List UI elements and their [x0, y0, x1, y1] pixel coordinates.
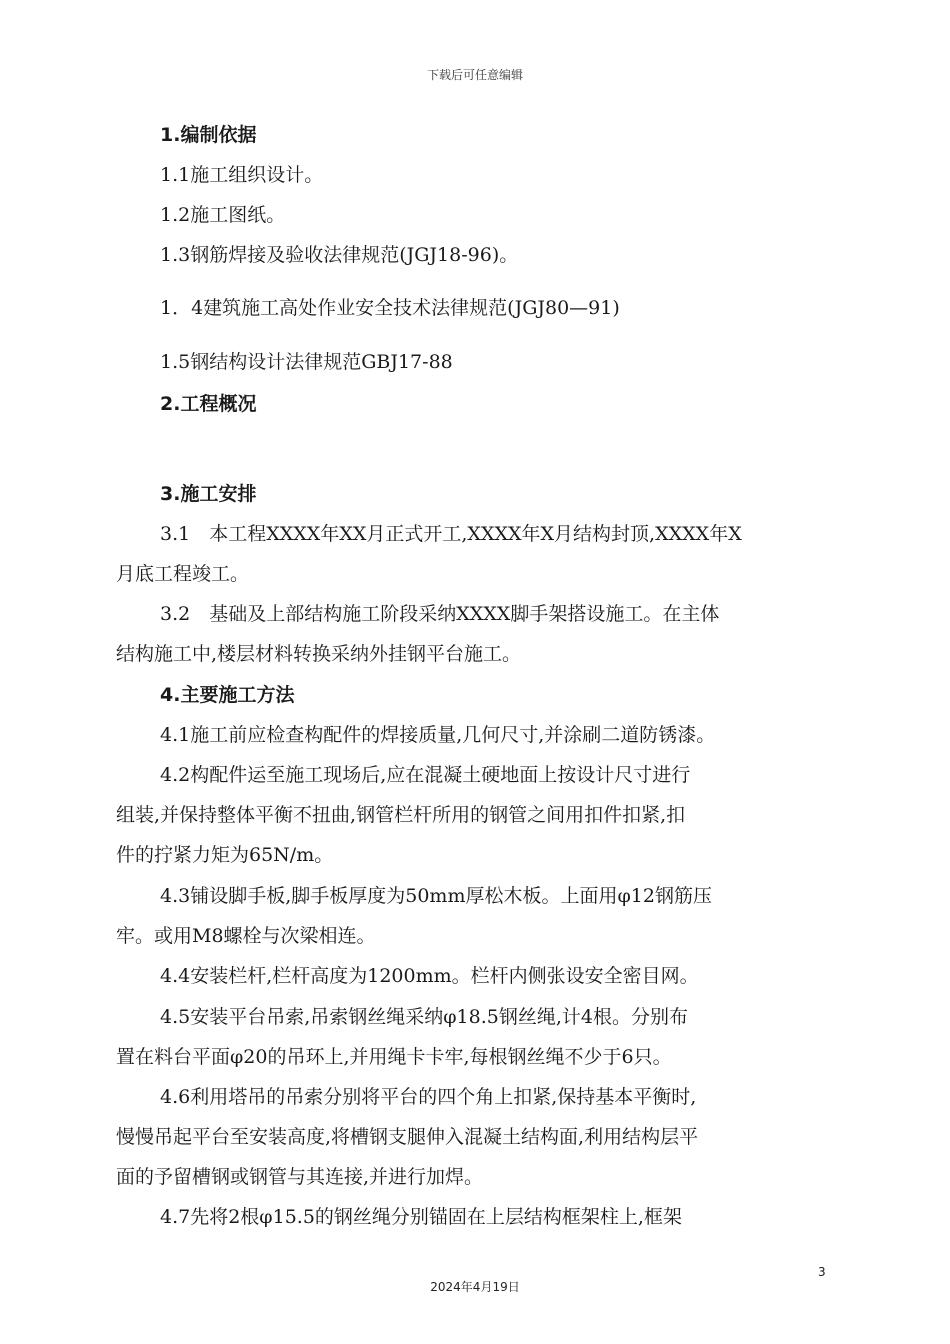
section-heading: 4.主要施工方法 [160, 684, 295, 706]
paragraph-line: 3.1 本工程XXXX年XX月正式开工,XXXX年X月结构封顶,XXXX年X [160, 523, 742, 545]
paragraph-line: 4.4安装栏杆,栏杆高度为1200mm。栏杆内侧张设安全密目网。 [160, 965, 699, 987]
section-heading: 3.施工安排 [160, 483, 257, 505]
paragraph-line: 结构施工中,楼层材料转换采纳外挂钢平台施工。 [116, 643, 522, 665]
paragraph-line: 面的予留槽钢或钢管与其连接,并进行加焊。 [116, 1166, 484, 1188]
paragraph-line: 4.5安装平台吊索,吊索钢丝绳采纳φ18.5钢丝绳,计4根。分别布 [160, 1006, 688, 1028]
paragraph-line: 件的拧紧力矩为65N/m。 [116, 844, 334, 866]
list-item: 1．4建筑施工高处作业安全技术法律规范(JGJ80—91) [160, 297, 620, 319]
paragraph-line: 慢慢吊起平台至安装高度,将槽钢支腿伸入混凝土结构面,利用结构层平 [116, 1126, 699, 1148]
list-item: 1.2施工图纸。 [160, 204, 286, 226]
list-item: 1.1施工组织设计。 [160, 164, 324, 186]
section-heading: 2.工程概况 [160, 393, 257, 415]
footer-date: 2024年4月19日 [430, 1280, 520, 1294]
paragraph-line: 4.7先将2根φ15.5的钢丝绳分别锚固在上层结构框架柱上,框架 [160, 1206, 682, 1228]
list-item: 1.5钢结构设计法律规范GBJ17-88 [160, 351, 453, 373]
paragraph-line: 月底工程竣工。 [116, 563, 250, 585]
paragraph-line: 4.1施工前应检查构配件的焊接质量,几何尺寸,并涂刷二道防锈漆。 [160, 724, 716, 746]
paragraph-line: 4.6利用塔吊的吊索分别将平台的四个角上扣紧,保持基本平衡时, [160, 1086, 697, 1108]
section-heading: 1.编制依据 [160, 124, 257, 146]
page-header: 下载后可任意编辑 [426, 68, 523, 82]
paragraph-line: 4.3铺设脚手板,脚手板厚度为50mm厚松木板。上面用φ12钢筋压 [160, 885, 712, 907]
page-number: 3 [818, 1265, 826, 1279]
list-item: 1.3钢筋焊接及验收法律规范(JGJ18-96)。 [160, 244, 519, 266]
paragraph-line: 3.2 基础及上部结构施工阶段采纳XXXX脚手架搭设施工。在主体 [160, 603, 720, 625]
paragraph-line: 4.2构配件运至施工现场后,应在混凝土硬地面上按设计尺寸进行 [160, 764, 691, 786]
paragraph-line: 牢。或用M8螺栓与次梁相连。 [116, 925, 376, 947]
paragraph-line: 组装,并保持整体平衡不扭曲,钢管栏杆所用的钢管之间用扣件扣紧,扣 [116, 804, 686, 826]
paragraph-line: 置在料台平面φ20的吊环上,并用绳卡卡牢,每根钢丝绳不少于6只。 [116, 1046, 672, 1068]
